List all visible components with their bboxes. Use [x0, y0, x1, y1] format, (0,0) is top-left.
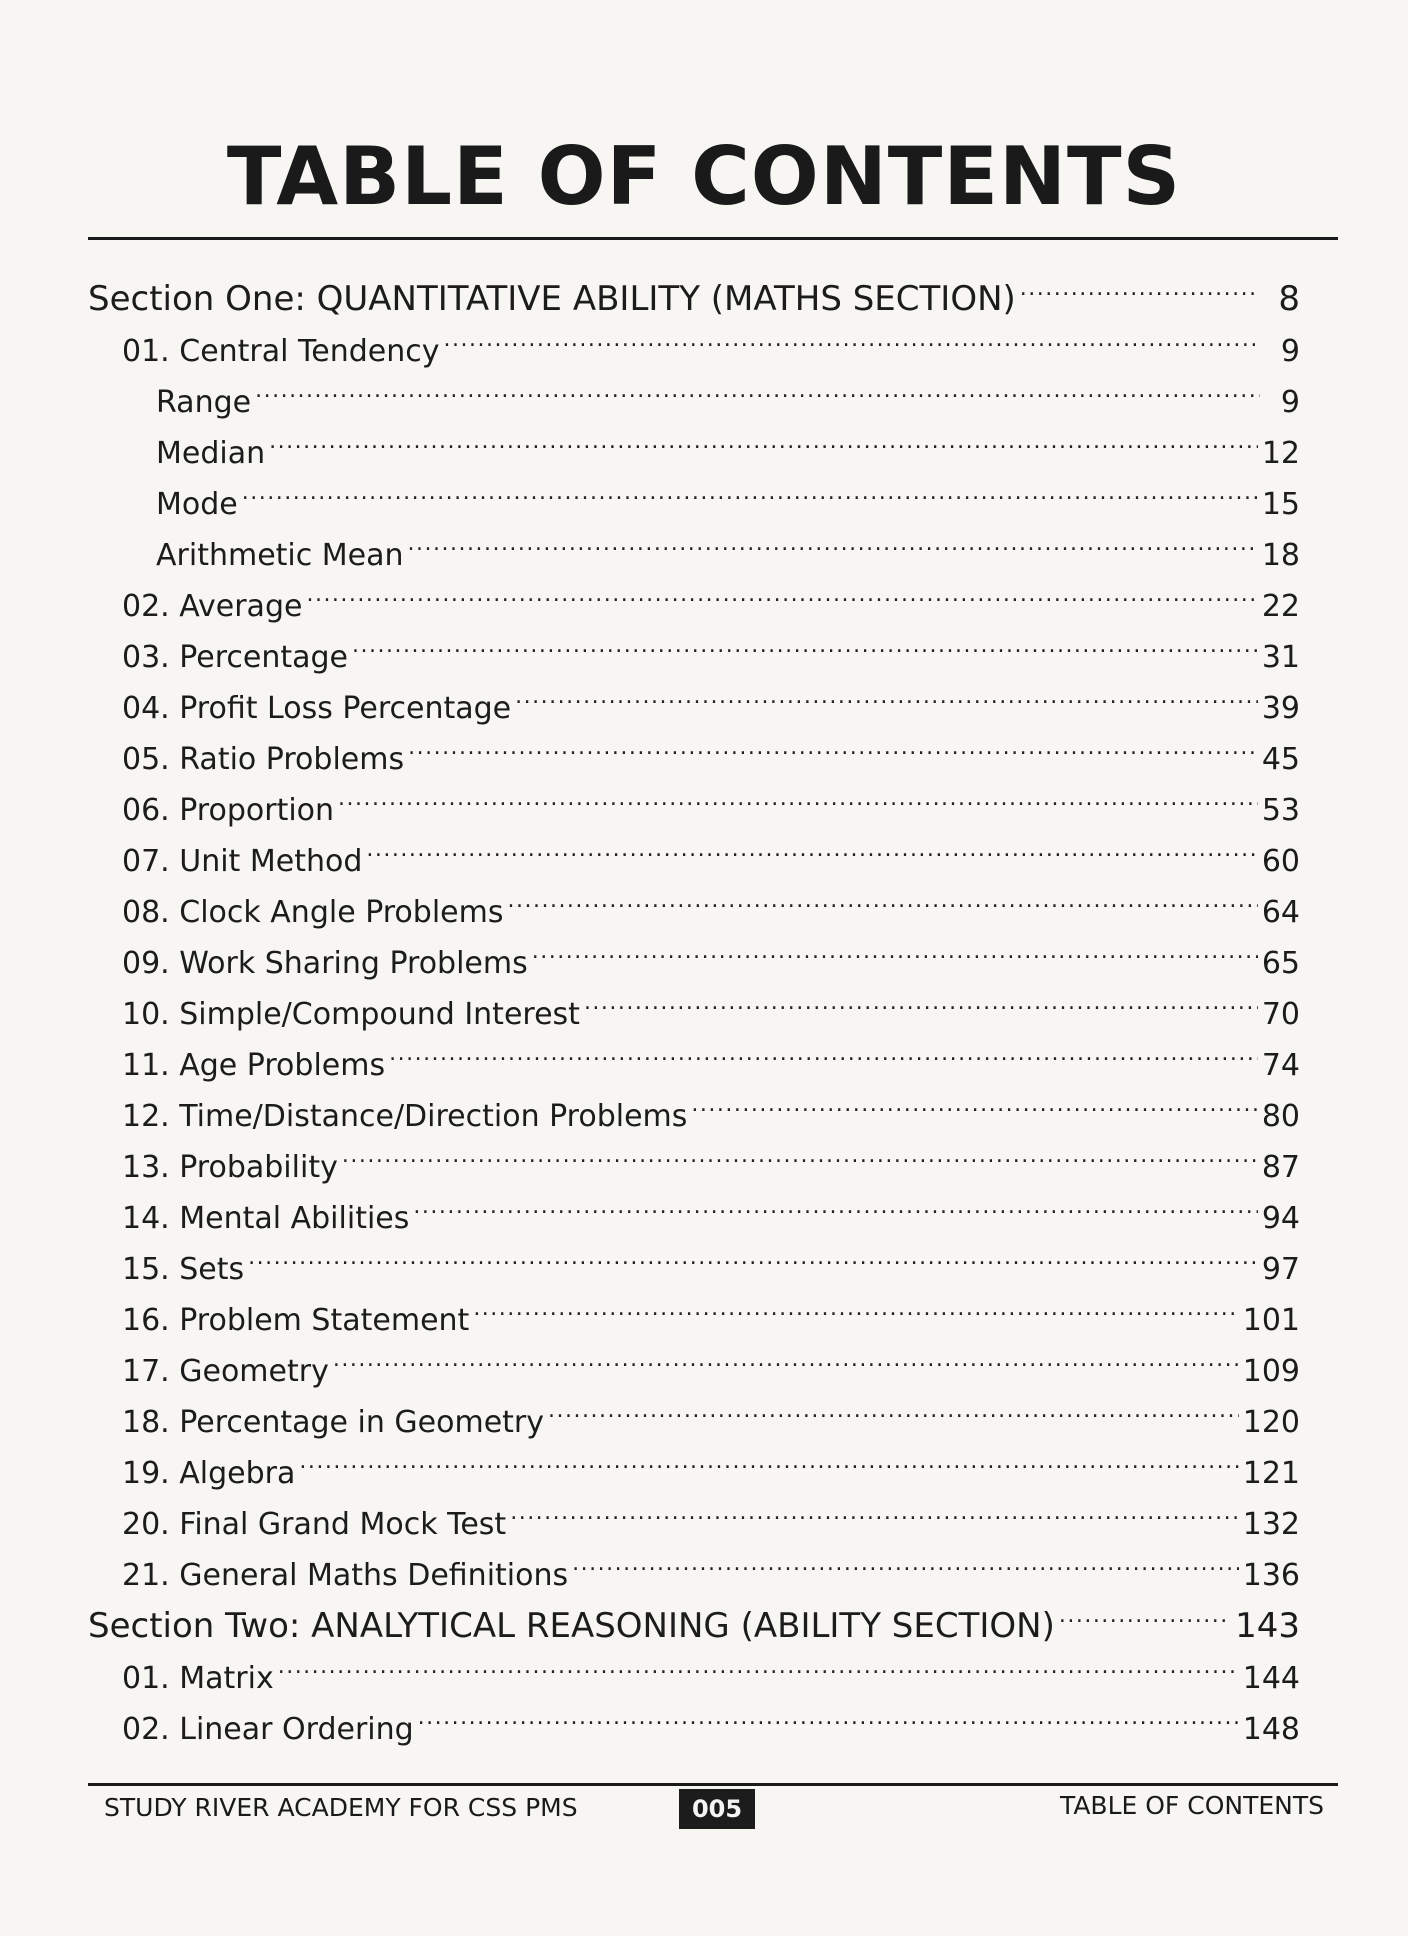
toc-chapter-entry [88, 1228, 1300, 1287]
toc-entry-page-number: 143 [1235, 1606, 1300, 1646]
dot-leader [338, 769, 1258, 820]
toc-entry-label: 15. Sets [122, 1252, 245, 1287]
dot-leader [408, 514, 1258, 565]
toc-entry-label: 16. Problem Statement [122, 1303, 470, 1338]
toc-entry-label: 10. Simple/Compound Interest [122, 997, 580, 1032]
toc-entry-page-number: 109 [1242, 1354, 1300, 1389]
toc-entry-page-number: 97 [1261, 1252, 1300, 1287]
toc-entry-label: Arithmetic Mean [156, 538, 404, 573]
toc-entry-label: 12. Time/Distance/Direction Problems [122, 1099, 688, 1134]
toc-entry-page-number: 74 [1261, 1048, 1300, 1083]
dot-leader [306, 565, 1257, 616]
toc-entry-label: 01. Matrix [122, 1661, 274, 1696]
footer-page-number: 005 [679, 1789, 755, 1829]
footer-running-title: TABLE OF CONTENTS [1059, 1791, 1324, 1820]
toc-entry-label: 06. Proportion [122, 793, 335, 828]
toc-entry-label: 09. Work Sharing Problems [122, 946, 528, 981]
footer-divider [88, 1783, 1338, 1786]
toc-subtopic-entry [88, 463, 1300, 522]
toc-entry-label: 02. Linear Ordering [122, 1712, 414, 1747]
toc-entry-page-number: 87 [1261, 1150, 1300, 1185]
footer-publisher: STUDY RIVER ACADEMY FOR CSS PMS [104, 1793, 578, 1822]
dot-leader [548, 1381, 1239, 1432]
toc-entry-label: 08. Clock Angle Problems [122, 895, 504, 930]
toc-entry-page-number: 132 [1242, 1507, 1300, 1542]
toc-entry-label: 14. Mental Abilities [122, 1201, 410, 1236]
toc-entry-page-number: 8 [1278, 279, 1300, 319]
dot-leader [510, 1483, 1239, 1534]
toc-subtopic-entry [88, 361, 1300, 420]
toc-entry-label: 03. Percentage [122, 640, 349, 675]
dot-leader [532, 922, 1258, 973]
dot-leader [515, 667, 1258, 718]
dot-leader [333, 1330, 1239, 1381]
toc-entry-page-number: 15 [1261, 487, 1300, 522]
toc-entry-label: Section One: QUANTITATIVE ABILITY (MATHS SECTION) [88, 279, 1016, 319]
toc-entry-label: 13. Probability [122, 1150, 338, 1185]
dot-leader [413, 1177, 1257, 1228]
dot-leader [572, 1534, 1239, 1585]
toc-entry-page-number: 94 [1261, 1201, 1300, 1236]
dot-leader [389, 1024, 1258, 1075]
toc-subtopic-entry [88, 412, 1300, 471]
toc-entry-page-number: 39 [1261, 691, 1300, 726]
toc-entry-page-number: 12 [1261, 436, 1300, 471]
toc-list [88, 258, 1300, 1747]
dot-leader [418, 1688, 1239, 1739]
toc-entry-label: Mode [156, 487, 238, 522]
toc-entry-label: 11. Age Problems [122, 1048, 386, 1083]
toc-chapter-entry [88, 1279, 1300, 1338]
toc-entry-label: Range [156, 385, 252, 420]
title-divider [88, 237, 1338, 240]
toc-entry-page-number: 31 [1261, 640, 1300, 675]
dot-leader [242, 463, 1258, 514]
dot-leader [269, 412, 1258, 463]
toc-entry-page-number: 60 [1261, 844, 1300, 879]
toc-entry-label: 02. Average [122, 589, 303, 624]
toc-entry-label: 04. Profit Loss Percentage [122, 691, 512, 726]
page-title: TABLE OF CONTENTS [226, 130, 1182, 223]
toc-entry-page-number: 121 [1242, 1456, 1300, 1491]
dot-leader [1059, 1585, 1231, 1637]
toc-entry-page-number: 144 [1242, 1661, 1300, 1696]
toc-entry-label: 07. Unit Method [122, 844, 363, 879]
toc-section-entry [88, 258, 1300, 319]
toc-entry-page-number: 70 [1261, 997, 1300, 1032]
dot-leader [1020, 258, 1260, 310]
toc-entry-page-number: 120 [1242, 1405, 1300, 1440]
toc-entry-label: 21. General Maths Definitions [122, 1558, 569, 1593]
toc-entry-page-number: 18 [1261, 538, 1300, 573]
dot-leader [366, 820, 1257, 871]
dot-leader [342, 1126, 1258, 1177]
toc-entry-page-number: 64 [1261, 895, 1300, 930]
toc-subtopic-entry [88, 514, 1300, 573]
toc-entry-page-number: 22 [1261, 589, 1300, 624]
toc-entry-label: Section Two: ANALYTICAL REASONING (ABILITY SECTION) [88, 1606, 1055, 1646]
toc-entry-label: 05. Ratio Problems [122, 742, 405, 777]
toc-entry-page-number: 53 [1261, 793, 1300, 828]
dot-leader [255, 361, 1260, 412]
toc-entry-page-number: 80 [1261, 1099, 1300, 1134]
toc-entry-page-number: 9 [1280, 385, 1300, 420]
dot-leader [473, 1279, 1238, 1330]
toc-entry-page-number: 65 [1261, 946, 1300, 981]
toc-entry-page-number: 136 [1242, 1558, 1300, 1593]
dot-leader [408, 718, 1258, 769]
dot-leader [248, 1228, 1258, 1279]
dot-leader [352, 616, 1258, 667]
toc-entry-page-number: 101 [1242, 1303, 1300, 1338]
dot-leader [278, 1637, 1239, 1688]
dot-leader [507, 871, 1257, 922]
toc-entry-label: 19. Algebra [122, 1456, 296, 1491]
dot-leader [691, 1075, 1257, 1126]
toc-entry-label: 17. Geometry [122, 1354, 329, 1389]
toc-entry-label: Median [156, 436, 266, 471]
toc-entry-label: 18. Percentage in Geometry [122, 1405, 545, 1440]
dot-leader [299, 1432, 1238, 1483]
toc-entry-page-number: 148 [1242, 1712, 1300, 1747]
toc-entry-label: 01. Central Tendency [122, 334, 440, 369]
toc-entry-label: 20. Final Grand Mock Test [122, 1507, 507, 1542]
toc-entry-page-number: 9 [1280, 334, 1300, 369]
toc-entry-page-number: 45 [1261, 742, 1300, 777]
dot-leader [584, 973, 1258, 1024]
dot-leader [443, 310, 1260, 361]
